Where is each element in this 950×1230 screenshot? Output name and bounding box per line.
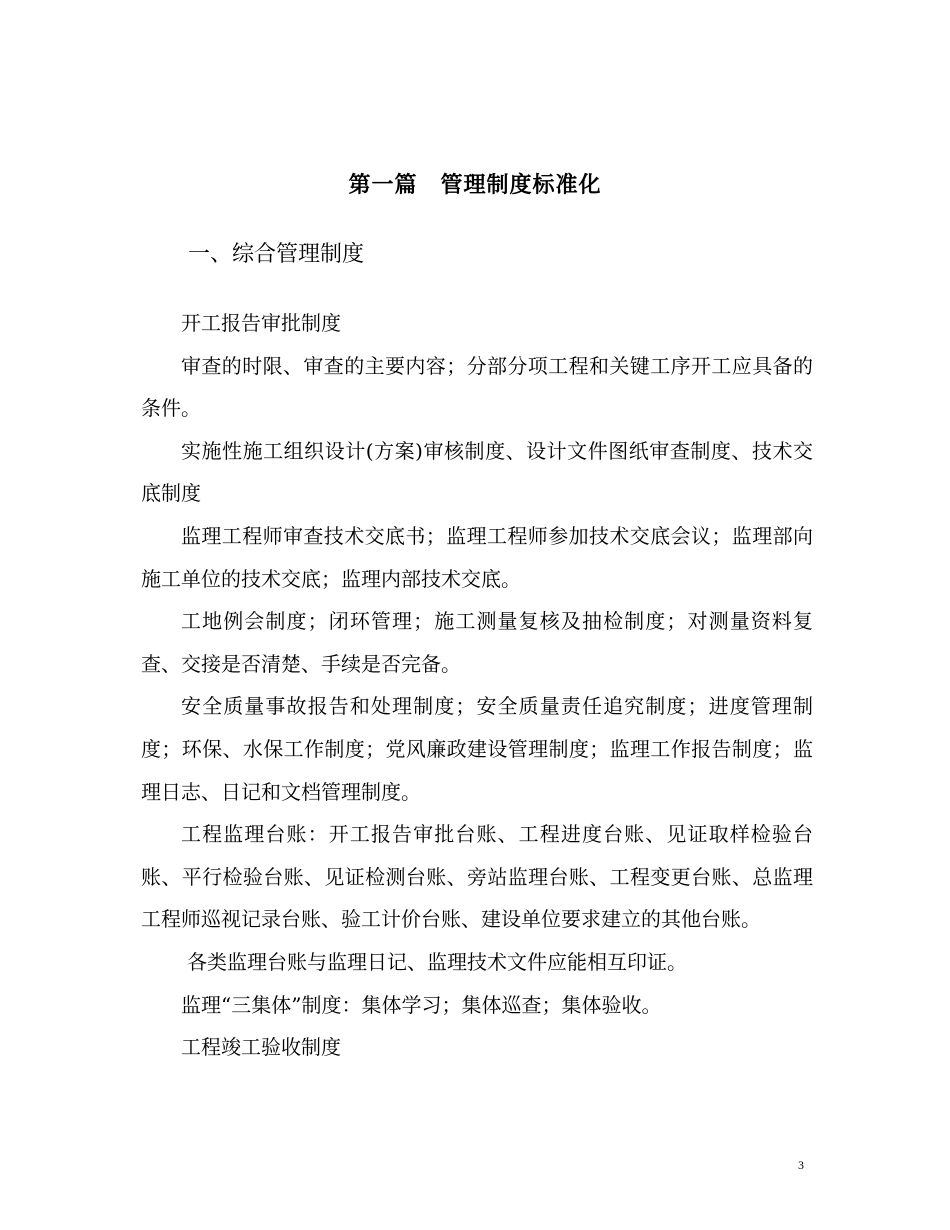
paragraph: 监理工程师审查技术交底书；监理工程师参加技术交底会议；监理部向施工单位的技术交底；监理内部技术交底。 xyxy=(141,523,813,591)
page-title: 第一篇 管理制度标准化 xyxy=(348,172,602,198)
paragraph: 工程监理台账：开工报告审批台账、工程进度台账、见证取样检验台账、平行检验台账、见证检测台账、旁站监理台账、工程变更台账、总监理工程师巡视记录台账、验工计价台账、建设单位要求建立的其他台账。 xyxy=(141,822,813,932)
paragraph: 工地例会制度；闭环管理；施工测量复核及抽检制度；对测量资料复查、交接是否清楚、手续是否完备。 xyxy=(141,609,813,676)
page-number: 3 xyxy=(798,1158,804,1172)
document-body xyxy=(141,302,813,1069)
paragraph: 安全质量事故报告和处理制度；安全质量责任追究制度；进度管理制度；环保、水保工作制度；党风廉政建设管理制度；监理工作报告制度；监理日志、日记和文档管理制度。 xyxy=(141,694,813,804)
paragraph: 实施性施工组织设计(方案)审核制度、设计文件图纸审查制度、技术交底制度 xyxy=(141,438,813,506)
paragraph: 各类监理台账与监理日记、监理技术文件应能相互印证。 xyxy=(187,949,687,974)
paragraph: 工程竣工验收制度 xyxy=(181,1035,341,1060)
paragraph: 监理“三集体”制度：集体学习；集体巡查；集体验收。 xyxy=(181,992,662,1017)
paragraph: 开工报告审批制度 xyxy=(181,311,341,335)
section-heading: 一、综合管理制度 xyxy=(188,242,365,267)
paragraph: 审查的时限、审查的主要内容；分部分项工程和关键工序开工应具备的条件。 xyxy=(141,353,813,421)
